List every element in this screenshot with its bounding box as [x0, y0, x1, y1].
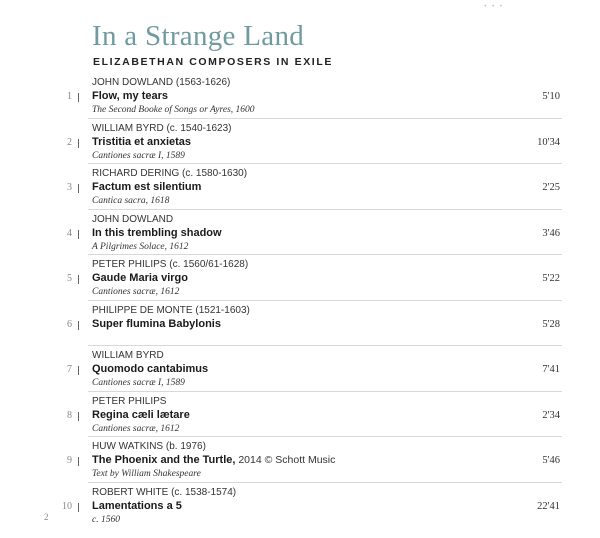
track-number: 2 — [67, 136, 72, 148]
composer — [92, 259, 248, 270]
work-source: Cantiones sacræ I, 1589 — [92, 378, 185, 388]
composer — [92, 487, 236, 498]
composer — [92, 214, 173, 225]
track-row — [0, 72, 600, 117]
composer — [92, 350, 164, 361]
work-title-text: Super flumina Babylonis — [92, 317, 221, 330]
track-row — [0, 209, 600, 254]
composer-dates: (1521-1603) — [195, 304, 250, 316]
work-title — [92, 136, 191, 148]
work-source: Cantica sacra, 1618 — [92, 196, 170, 206]
composer-name: RICHARD DERING — [92, 168, 180, 179]
track-row — [0, 300, 600, 345]
track-duration: 22'41 — [537, 500, 560, 512]
composer-name: ROBERT WHITE — [92, 486, 169, 498]
work-title-text: Gaude Maria virgo — [92, 272, 188, 284]
composer-name: JOHN DOWLAND — [92, 213, 174, 225]
work-source: Cantiones sacræ, 1612 — [92, 287, 180, 297]
composer-name: PHILIPPE DE MONTE — [92, 304, 193, 316]
work-source: Cantiones sacræ I, 1589 — [92, 150, 185, 161]
track-row — [0, 482, 600, 527]
track-duration: 3'46 — [542, 227, 560, 239]
composer — [92, 305, 250, 316]
track-number: 1 — [67, 91, 72, 102]
work-title-text: Flow, my tears — [92, 90, 169, 102]
separator-bar — [78, 321, 79, 330]
track-row — [0, 118, 600, 163]
separator-bar — [78, 503, 79, 512]
work-title — [92, 272, 188, 284]
track-row — [0, 436, 600, 481]
work-title-text: The Phoenix and the Turtle, — [92, 454, 236, 466]
separator-bar — [78, 184, 79, 193]
page-number: 2 — [44, 512, 49, 522]
page-title: In a Strange Land — [92, 20, 305, 52]
track-duration: 2'34 — [542, 409, 560, 421]
track-duration: 5'28 — [542, 318, 560, 330]
composer-name: PETER PHILIPS — [92, 259, 167, 270]
composer-dates: (b. 1976) — [165, 441, 206, 452]
track-number: 5 — [67, 273, 72, 284]
composer-name: JOHN DOWLAND — [92, 77, 174, 88]
corner-registration-mark: • • • — [484, 4, 504, 10]
composer-dates: (1563-1626) — [175, 77, 231, 88]
composer-name: WILLIAM BYRD — [92, 122, 164, 134]
composer-name: WILLIAM BYRD — [92, 350, 164, 361]
work-source: c. 1560 — [92, 514, 120, 525]
separator-bar — [78, 93, 79, 102]
track-number: 6 — [67, 318, 72, 330]
separator-bar — [78, 366, 79, 375]
composer-dates: (c. 1560/61-1628) — [169, 259, 249, 270]
track-number: 7 — [67, 364, 72, 375]
work-title — [92, 500, 182, 512]
work-extra: 2014 © Schott Music — [235, 454, 336, 466]
composer — [92, 77, 230, 88]
work-title-text: Quomodo cantabimus — [92, 363, 209, 375]
separator-bar — [78, 275, 79, 284]
composer — [92, 441, 206, 452]
work-title-text: Tristitia et anxietas — [92, 135, 192, 148]
work-title — [92, 409, 190, 421]
composer — [92, 396, 166, 407]
separator-bar — [78, 230, 79, 239]
track-number: 3 — [67, 182, 72, 193]
composer-name: HUW WATKINS — [92, 441, 164, 452]
track-duration: 2'25 — [542, 182, 560, 193]
composer-name: PETER PHILIPS — [92, 395, 167, 407]
track-duration: 10'34 — [537, 136, 560, 148]
work-title-text: Regina cæli lætare — [92, 408, 190, 421]
track-row — [0, 163, 600, 208]
track-number: 10 — [62, 500, 72, 512]
composer-dates: (c. 1580-1630) — [182, 168, 248, 179]
work-title — [92, 363, 208, 375]
track-row — [0, 391, 600, 436]
track-duration: 5'22 — [542, 273, 560, 284]
work-title-text: In this trembling shadow — [92, 226, 222, 239]
track-number: 8 — [67, 409, 72, 421]
track-number: 9 — [67, 455, 72, 466]
work-title — [92, 227, 222, 239]
separator-bar — [78, 139, 79, 148]
work-title — [92, 181, 201, 193]
track-row — [0, 254, 600, 299]
composer — [92, 168, 247, 179]
separator-bar — [78, 412, 79, 421]
separator-bar — [78, 457, 79, 466]
composer-dates: (c. 1540-1623) — [166, 122, 232, 134]
work-title — [92, 318, 221, 330]
work-title — [92, 454, 335, 466]
work-title — [92, 90, 168, 102]
work-title-text: Factum est silentium — [92, 181, 202, 193]
work-source: The Second Booke of Songs or Ayres, 1600 — [92, 105, 255, 115]
work-title-text: Lamentations a 5 — [92, 499, 182, 512]
composer-dates: (c. 1538-1574) — [171, 486, 237, 498]
work-source: A Pilgrimes Solace, 1612 — [92, 241, 189, 252]
work-source: Text by William Shakespeare — [92, 469, 201, 479]
page-subtitle: ELIZABETHAN COMPOSERS IN EXILE — [93, 56, 333, 68]
composer — [92, 123, 232, 134]
track-duration: 5'46 — [542, 455, 560, 466]
track-duration: 5'10 — [542, 91, 560, 102]
track-number: 4 — [67, 227, 72, 239]
track-row — [0, 345, 600, 390]
track-duration: 7'41 — [542, 364, 560, 375]
work-source: Cantiones sacræ, 1612 — [92, 423, 180, 434]
